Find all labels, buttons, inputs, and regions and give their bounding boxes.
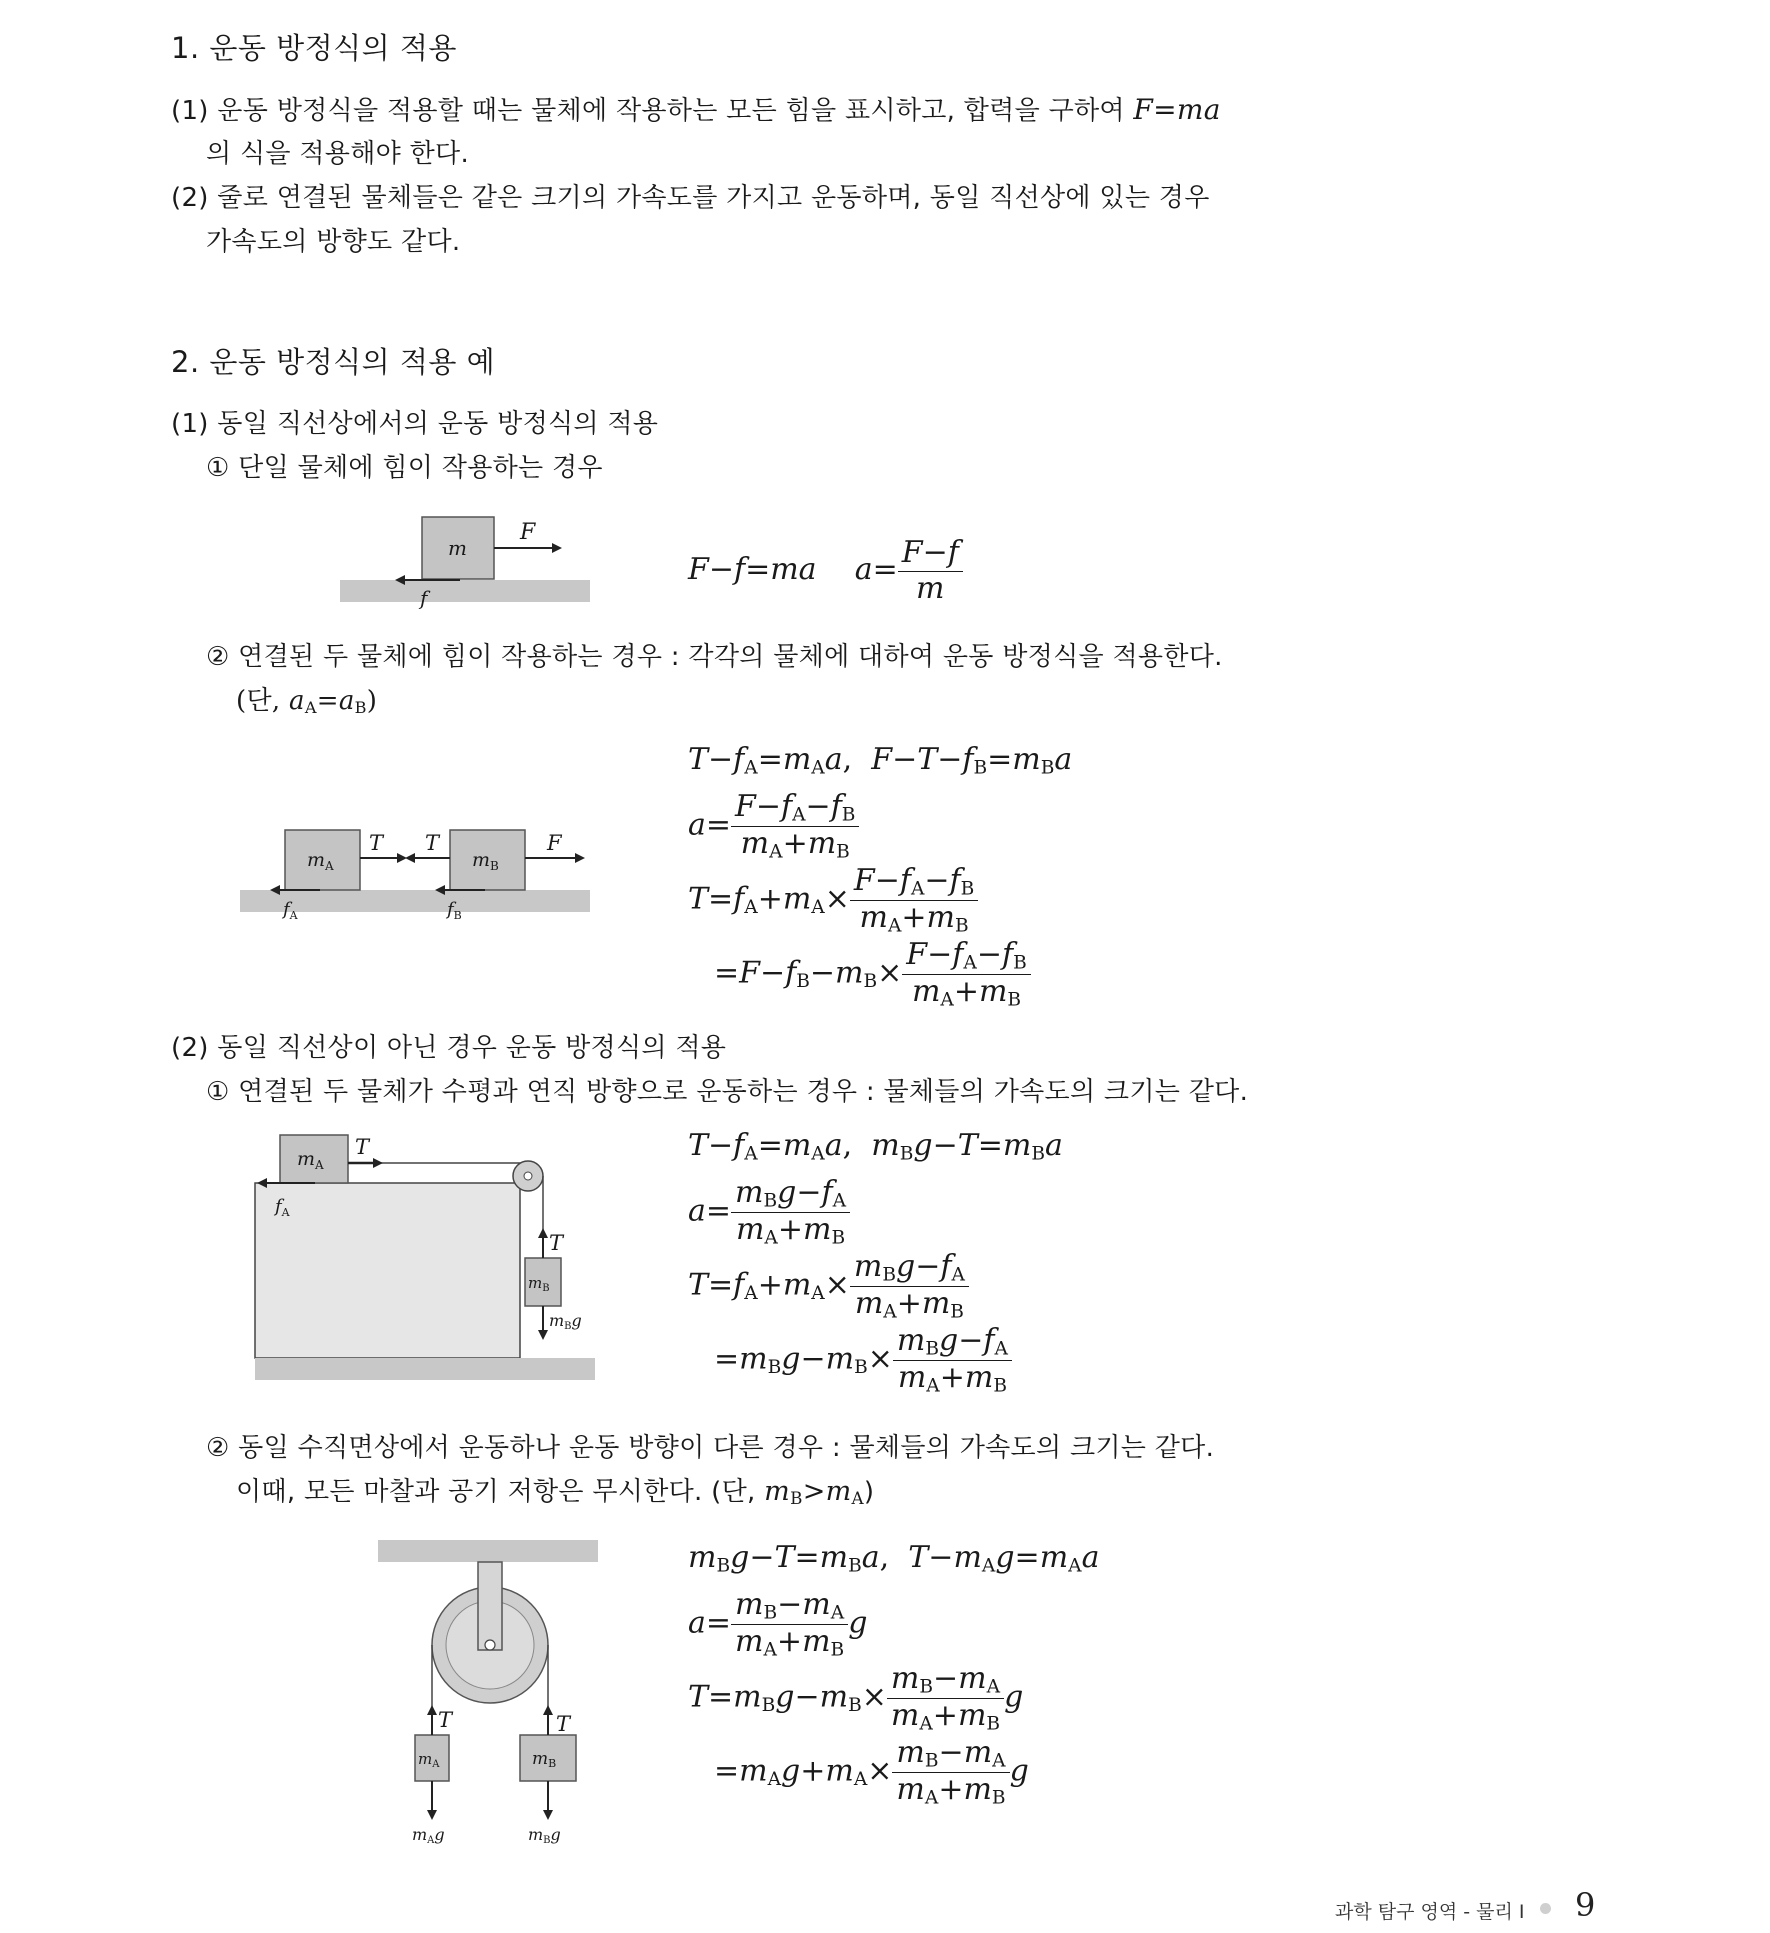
case3-title: ① 연결된 두 물체가 수평과 연직 방향으로 운동하는 경우 : 물체들의 가속도의 크기는 같다. [206, 1077, 1249, 1107]
label-fA: $f_A$ [283, 899, 298, 922]
tension-A-arrowhead [373, 1158, 383, 1168]
eq2-line2: a= $\frac{F-f_A-f_B}{m_A+m_B}$ [688, 790, 859, 863]
section1-item2-line1: (2) 줄로 연결된 물체들은 같은 크기의 가속도를 가지고 운동하며, 동일 직선상에 있는 경우 [171, 183, 1210, 213]
eq2-line3: $T=f_A+m_A\times$ $\frac{F-f_A-f_B}{m_A+m_B}$ [688, 864, 978, 937]
label-F: F [547, 831, 562, 855]
weight-A-arrowhead [427, 1810, 437, 1820]
label-mA: $m_A$ [307, 849, 334, 873]
label-f: f [420, 586, 428, 610]
atwood-diagram [370, 1535, 610, 1845]
label-mBg: mBg [528, 1825, 561, 1845]
label-T-left: T [438, 1708, 453, 1732]
eq1-line: F−f=ma a= $\frac{F-f}{m}$ [688, 536, 963, 606]
label-T-left: T [369, 831, 384, 855]
weight-B-arrowhead [543, 1810, 553, 1820]
label-m: m [448, 536, 467, 560]
label-T-horizontal: T [355, 1135, 370, 1159]
section1-title: 1. 운동 방정식의 적용 [171, 31, 457, 65]
label-mB: $m_B$ [472, 849, 499, 873]
tension-B-arrowhead [543, 1705, 553, 1715]
section1-item2-line2: 가속도의 방향도 같다. [206, 227, 461, 257]
eq4-line4: $=m_Ag+m_A\times$ $\frac{m_B-m_A}{m_A+m_B}$ g [714, 1735, 1029, 1809]
sub1-title: (1) 동일 직선상에서의 운동 방정식의 적용 [171, 409, 659, 439]
label-mA: $m_A$ [297, 1148, 324, 1172]
tension-B-arrowhead [538, 1228, 548, 1238]
ceiling [378, 1540, 598, 1562]
label-mAg: mAg [412, 1825, 445, 1845]
table-pulley-diagram [245, 1130, 605, 1390]
footer-dot [1540, 1903, 1551, 1914]
label-T-vertical: T [549, 1231, 564, 1255]
eq3-line2: a= $\frac{m_Bg-f_A}{m_A+m_B}$ [688, 1176, 850, 1249]
pulley-axle [485, 1640, 495, 1650]
section1-item1-line2: 의 식을 적용해야 한다. [206, 139, 470, 169]
case4-title: ② 동일 수직면상에서 운동하나 운동 방향이 다른 경우 : 물체들의 가속도의 크기는 같다. [206, 1433, 1215, 1463]
label-fB: $f_B$ [447, 899, 462, 922]
label-F: F [520, 520, 536, 545]
force-F-arrowhead [575, 853, 585, 863]
case1-title: ① 단일 물체에 힘이 작용하는 경우 [206, 453, 603, 483]
single-block-diagram [330, 505, 610, 620]
label-fA: $f_A$ [275, 1196, 290, 1219]
section1-item1-line1: (1) 운동 방정식을 적용할 때는 물체에 작용하는 모든 힘을 표시하고, 합력을 구하여 F=ma [171, 93, 1221, 126]
tension-B-arrowhead [405, 853, 415, 863]
case4-note: 이때, 모든 마찰과 공기 저항은 무시한다. (단, $m_B>m_A$) [236, 1476, 875, 1509]
pulley-bracket [478, 1562, 502, 1650]
weight-B-arrowhead [538, 1330, 548, 1340]
eq2-line4: $=F-f_B-m_B\times$ $\frac{F-f_A-f_B}{m_A+m_B}$ [714, 938, 1031, 1011]
section2-title: 2. 운동 방정식의 적용 예 [171, 345, 496, 379]
label-mA: $m_A$ [418, 1750, 440, 1770]
eq2-line1: $T-f_A=m_Aa$, $F-T-f_B=m_Ba$ [688, 742, 1073, 779]
floor [255, 1358, 595, 1380]
eq3-line3: $T=f_A+m_A\times$ $\frac{m_Bg-f_A}{m_A+m_B}$ [688, 1250, 969, 1323]
footer-text: 과학 탐구 영역 - 물리 I [1335, 1901, 1525, 1923]
pulley-axle [524, 1172, 532, 1180]
label-T-right: T [425, 831, 440, 855]
case2-title: ② 연결된 두 물체에 힘이 작용하는 경우 : 각각의 물체에 대하여 운동 방정식을 적용한다. [206, 642, 1223, 672]
floor [340, 580, 590, 602]
case2-note: (단, $a_A=a_B$) [236, 686, 378, 718]
sub2-title: (2) 동일 직선상이 아닌 경우 운동 방정식의 적용 [171, 1033, 727, 1063]
eq3-line1: $T-f_A=m_Aa$, $m_Bg-T=m_Ba$ [688, 1128, 1063, 1165]
label-mB: $m_B$ [528, 1274, 550, 1294]
tension-A-arrowhead [427, 1705, 437, 1715]
eq4-line3: $T=m_Bg-m_B\times$ $\frac{m_B-m_A}{m_A+m_B}$ g [688, 1661, 1024, 1735]
two-block-diagram [235, 815, 605, 925]
page-number: 9 [1575, 1886, 1596, 1924]
eq4-line1: $m_Bg-T=m_Ba$, $T-m_Ag=m_Aa$ [688, 1540, 1100, 1577]
eq3-line4: $=m_Bg-m_B\times$ $\frac{m_Bg-f_A}{m_A+m_B}$ [714, 1324, 1012, 1397]
eq4-line2: a= $\frac{m_B-m_A}{m_A+m_B}$ g [688, 1587, 868, 1661]
table [255, 1183, 520, 1358]
f-equals-ma: F=ma [1133, 93, 1221, 126]
force-F-arrowhead [552, 543, 562, 553]
label-mBg: mBg [549, 1311, 582, 1332]
label-T-right: T [556, 1712, 571, 1736]
label-mB: mB [532, 1749, 557, 1770]
